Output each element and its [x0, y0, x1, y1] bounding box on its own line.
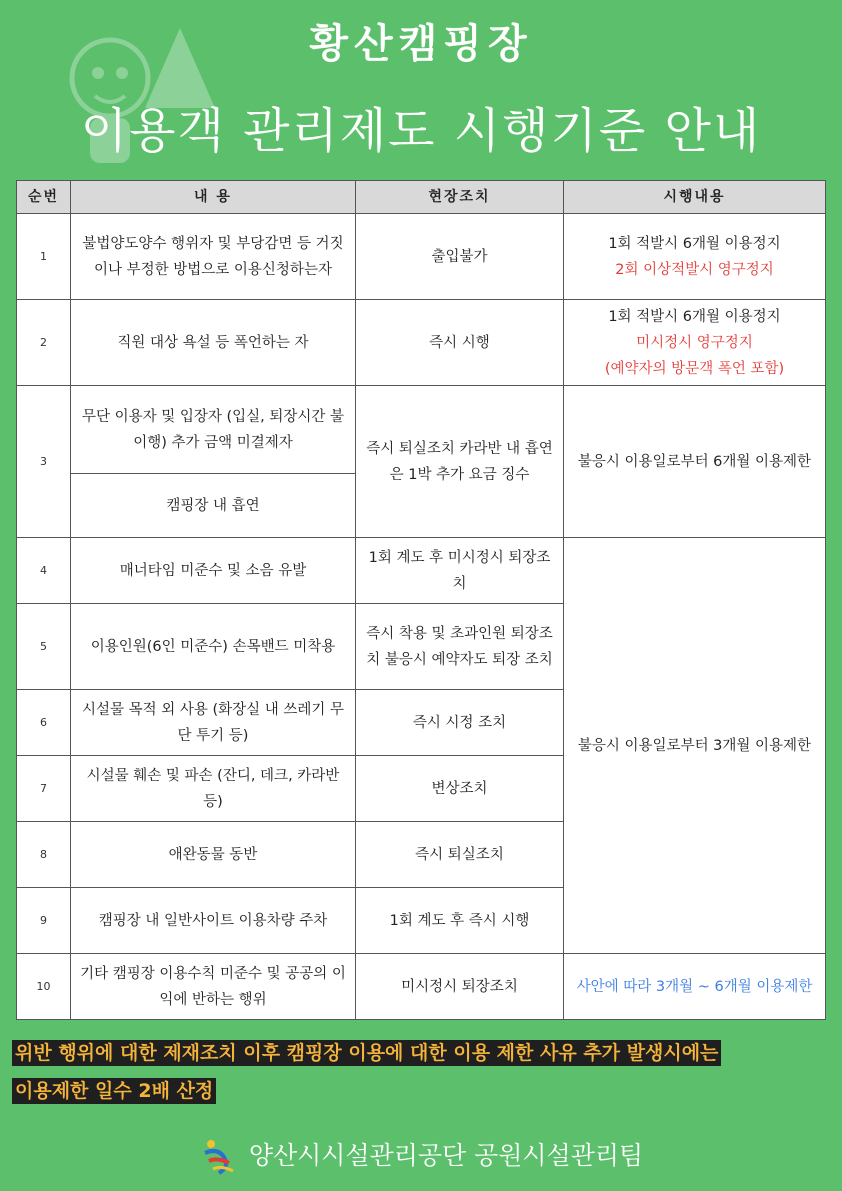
- rules-table: [16, 180, 826, 1020]
- organization-name: 양산시시설관리공단 공원시설관리팀: [248, 1141, 644, 1170]
- row-content: 캠핑장 내 일반사이트 이용차량 주차: [71, 888, 356, 954]
- row-penalty: 불응시 이용일로부터 6개월 이용제한: [564, 386, 826, 538]
- row-number: 4: [17, 538, 71, 604]
- notice-line-2: 이용제한 일수 2배 산정: [12, 1078, 216, 1104]
- column-header-action: 현장조치: [356, 181, 564, 214]
- row-content: 직원 대상 욕설 등 폭언하는 자: [71, 300, 356, 386]
- table-row: [17, 954, 826, 1020]
- row-content: 기타 캠핑장 이용수칙 미준수 및 공공의 이익에 반하는 행위: [71, 954, 356, 1020]
- row-content: 이용인원(6인 미준수) 손목밴드 미착용: [71, 604, 356, 690]
- row-action: 1회 계도 후 미시정시 퇴장조치: [356, 538, 564, 604]
- row-number: 10: [17, 954, 71, 1020]
- column-header-number: 순번: [17, 181, 71, 214]
- page-subtitle: 이용객 관리제도 시행기준 안내: [80, 103, 762, 159]
- row-content: 시설물 훼손 및 파손 (잔디, 데크, 카라반 등): [71, 756, 356, 822]
- row-content: 시설물 목적 외 사용 (화장실 내 쓰레기 무단 투기 등): [71, 690, 356, 756]
- row-penalty: [564, 214, 826, 300]
- row-number: 8: [17, 822, 71, 888]
- notice-line-1: 위반 행위에 대한 제재조치 이후 캠핑장 이용에 대한 이용 제한 사유 추가 발생시에는: [12, 1040, 721, 1066]
- row-penalty-shared: 불응시 이용일로부터 3개월 이용제한: [564, 538, 826, 954]
- row-number: 3: [17, 386, 71, 538]
- penalty-text: 1회 적발시 6개월 이용정지: [608, 308, 781, 325]
- row-action: 출입불가: [356, 214, 564, 300]
- row-action: 즉시 퇴실조치 카라반 내 흡연은 1박 추가 요금 징수: [356, 386, 564, 538]
- table-row: [17, 214, 826, 300]
- page-title: 황산캠핑장: [309, 21, 533, 67]
- notice-banner: [12, 1034, 832, 1110]
- row-number: 1: [17, 214, 71, 300]
- row-penalty: 사안에 따라 3개월 ~ 6개월 이용제한: [564, 954, 826, 1020]
- organization-logo-icon: [199, 1137, 239, 1177]
- row-number: 7: [17, 756, 71, 822]
- penalty-text-red: 미시정시 영구정지: [636, 334, 753, 351]
- row-content: 애완동물 동반: [71, 822, 356, 888]
- row-action: 즉시 착용 및 초과인원 퇴장조치 불응시 예약자도 퇴장 조치: [356, 604, 564, 690]
- row-number: 9: [17, 888, 71, 954]
- row-content: 매너타임 미준수 및 소음 유발: [71, 538, 356, 604]
- row-number: 5: [17, 604, 71, 690]
- column-header-penalty: 시행내용: [564, 181, 826, 214]
- row-action: 즉시 퇴실조치: [356, 822, 564, 888]
- row-number: 2: [17, 300, 71, 386]
- row-action: 미시정시 퇴장조치: [356, 954, 564, 1020]
- row-action: 1회 계도 후 즉시 시행: [356, 888, 564, 954]
- row-content-sub: 캠핑장 내 흡연: [71, 474, 356, 538]
- penalty-text-red: 2회 이상적발시 영구정지: [615, 261, 774, 278]
- table-row: [17, 300, 826, 386]
- row-action: 즉시 시행: [356, 300, 564, 386]
- row-penalty: [564, 300, 826, 386]
- table-header-row: [17, 181, 826, 214]
- row-content: 무단 이용자 및 입장자 (입실, 퇴장시간 불이행) 추가 금액 미결제자: [71, 386, 356, 474]
- row-action: 변상조치: [356, 756, 564, 822]
- row-action: 즉시 시정 조치: [356, 690, 564, 756]
- table-row: [17, 386, 826, 474]
- penalty-text: 1회 적발시 6개월 이용정지: [608, 235, 781, 252]
- penalty-text-red-note: (예약자의 방문객 폭언 포함): [604, 360, 785, 377]
- row-content: 불법양도양수 행위자 및 부당감면 등 거짓이나 부정한 방법으로 이용신청하는자: [71, 214, 356, 300]
- column-header-content: 내 용: [71, 181, 356, 214]
- table-row: [17, 538, 826, 604]
- row-number: 6: [17, 690, 71, 756]
- footer: [0, 1136, 842, 1177]
